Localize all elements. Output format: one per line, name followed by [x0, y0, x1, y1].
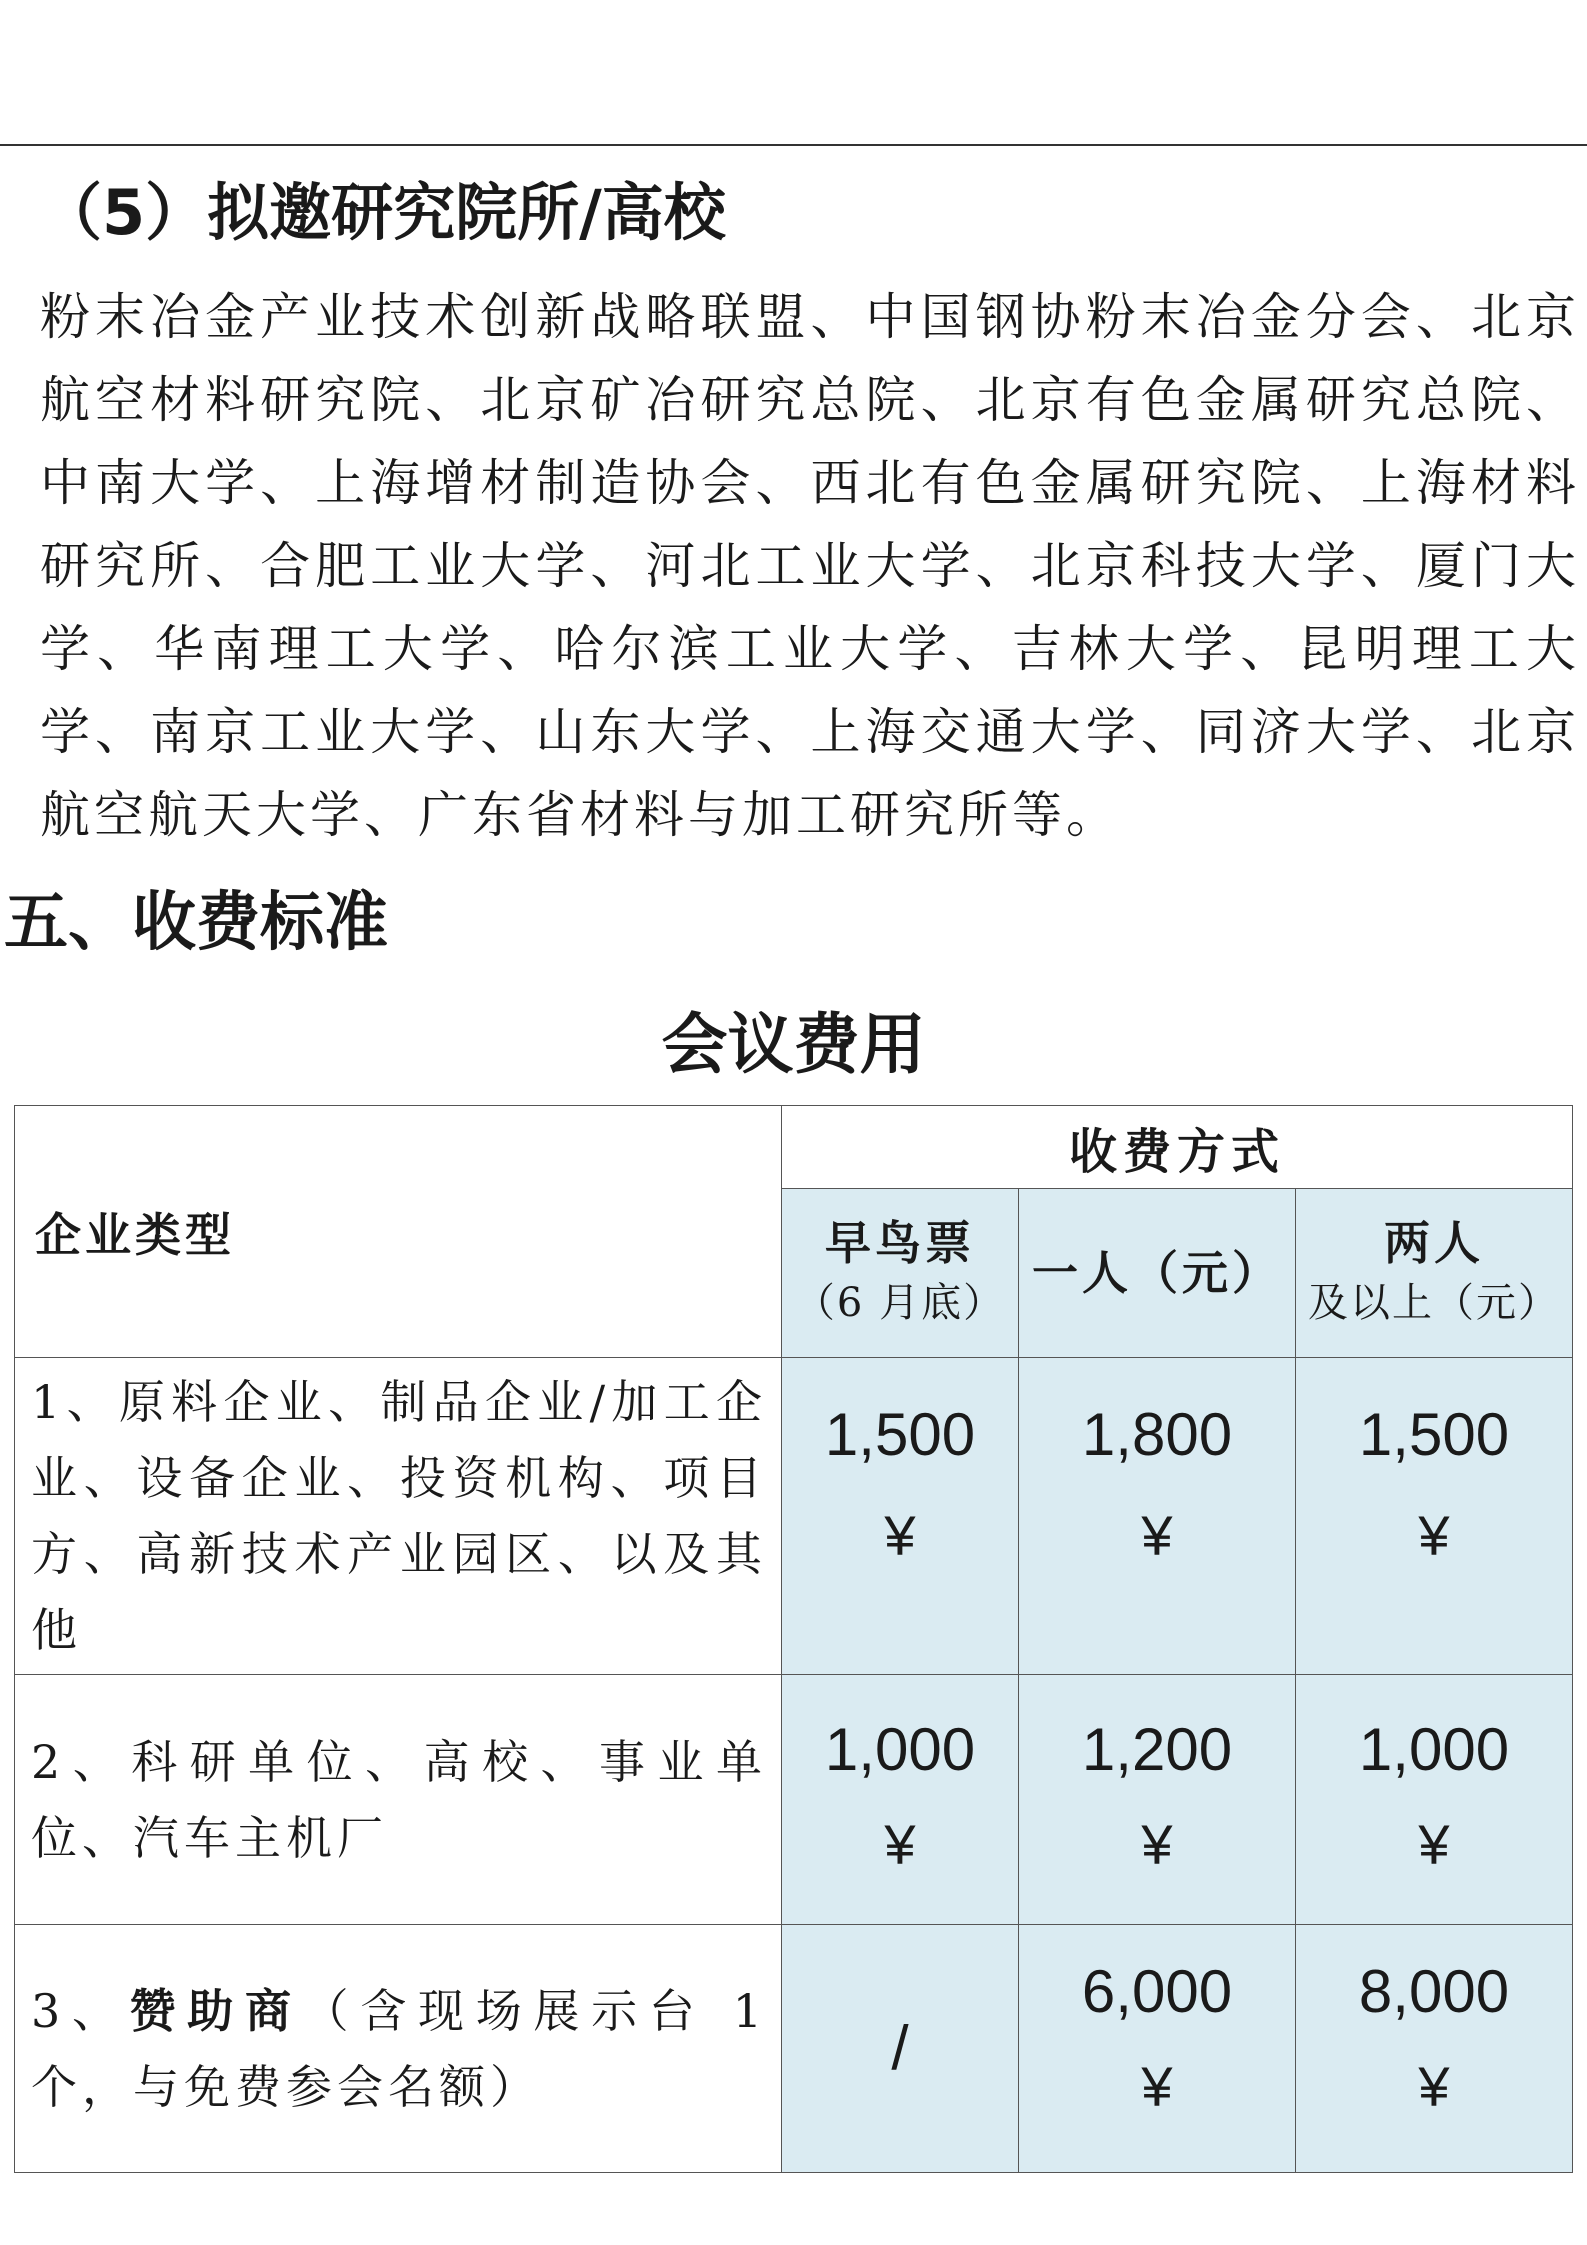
table-title: 会议费用 [661, 1006, 926, 1083]
price-one-cell [1019, 1358, 1296, 1675]
row-type-detail: （含现场展示台 1 个，与免费参会名额） [31, 1983, 767, 2114]
header-one-person-label: 一人（元） [1032, 1246, 1282, 1300]
yen-symbol: ¥ [1141, 1813, 1173, 1876]
table-row [15, 1358, 1573, 1675]
price-amount: 1,500 [1358, 1401, 1510, 1468]
header-two-person-note: 及以上（元） [1308, 1280, 1560, 1326]
price-amount: 1,200 [1081, 1716, 1233, 1783]
row-type-cell: 2、科研单位、高校、事业单位、汽车主机厂 [15, 1675, 782, 1925]
price-two-cell [1296, 1358, 1573, 1675]
header-rule [0, 144, 1587, 146]
section-heading: 五、收费标准 [4, 886, 388, 960]
price-early-cell [782, 1925, 1019, 2173]
price-early-cell [782, 1675, 1019, 1925]
table-header-row [15, 1106, 1573, 1189]
not-applicable-mark: / [891, 2014, 909, 2083]
header-one-person [1019, 1189, 1296, 1358]
yen-symbol: ¥ [884, 1504, 916, 1567]
yen-symbol: ¥ [1418, 1504, 1450, 1567]
yen-symbol: ¥ [1418, 2055, 1450, 2118]
table-row [15, 1675, 1573, 1925]
price-amount: 1,000 [824, 1716, 976, 1783]
row-type-prefix: 3、 [31, 1983, 130, 2038]
yen-symbol: ¥ [1141, 1504, 1173, 1567]
header-two-person-label: 两人 [1384, 1216, 1484, 1270]
price-amount: 6,000 [1081, 1958, 1233, 2025]
subheading: （5）拟邀研究院所/高校 [40, 176, 726, 249]
header-early-bird-label: 早鸟票 [825, 1216, 975, 1270]
header-payment-method: 收费方式 [782, 1106, 1573, 1189]
yen-symbol: ¥ [884, 1813, 916, 1876]
price-two-cell [1296, 1675, 1573, 1925]
yen-symbol: ¥ [1141, 2055, 1173, 2118]
price-two-cell [1296, 1925, 1573, 2173]
header-enterprise-type: 企业类型 [15, 1106, 782, 1358]
price-amount: 1,000 [1358, 1716, 1510, 1783]
invited-institutions-paragraph: 粉末冶金产业技术创新战略联盟、中国钢协粉末冶金分会、北京航空材料研究院、北京矿冶研究总院、北京有色金属研究总院、中南大学、上海增材制造协会、西北有色金属研究院、上海材料研究所、合肥工业大学、河北工业大学、北京科技大学、厦门大学、华南理工大学、哈尔滨工业大学、吉林大学、昆明理工大学、南京工业大学、山东大学、上海交通大学、同济大学、北京航空航天大学、广东省材料与加工研究所等。 [40, 288, 1580, 844]
table-row [15, 1925, 1573, 2173]
yen-symbol: ¥ [1418, 1813, 1450, 1876]
price-one-cell [1019, 1925, 1296, 2173]
price-amount: 1,800 [1081, 1401, 1233, 1468]
row-type-cell [15, 1925, 782, 2173]
header-two-person [1296, 1189, 1573, 1358]
price-one-cell [1019, 1675, 1296, 1925]
price-amount: 1,500 [824, 1401, 976, 1468]
header-early-bird-note: （6 月底） [794, 1280, 1006, 1326]
row-type-cell: 1、原料企业、制品企业/加工企业、设备企业、投资机构、项目方、高新技术产业园区、以及其他 [15, 1358, 782, 1675]
price-amount: 8,000 [1358, 1958, 1510, 2025]
fee-table [14, 1105, 1573, 2173]
header-early-bird [782, 1189, 1019, 1358]
price-early-cell [782, 1358, 1019, 1675]
row-type-sponsor: 赞助商 [129, 1983, 303, 2038]
